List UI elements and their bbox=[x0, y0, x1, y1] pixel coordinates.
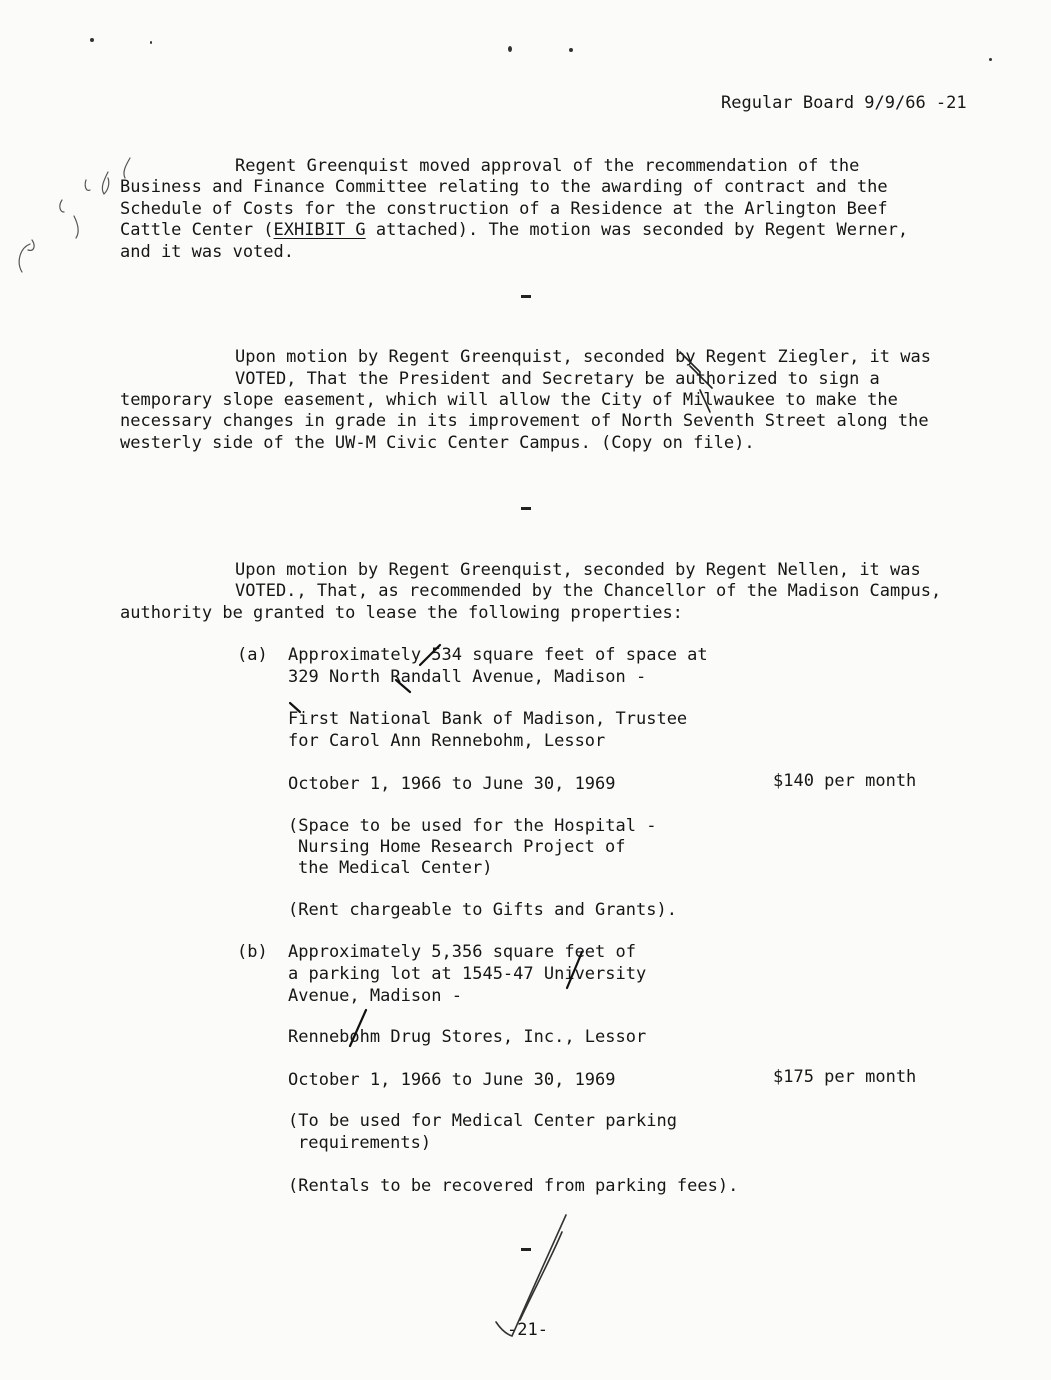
check-mark bbox=[420, 645, 440, 665]
handwritten-scribble bbox=[19, 240, 34, 272]
item-lessor: for Carol Ann Rennebohm, Lessor bbox=[288, 731, 606, 751]
item-description: Approximately 534 square feet of space at bbox=[288, 645, 708, 665]
paragraph-line: authority be granted to lease the following properties: bbox=[120, 603, 683, 623]
handwritten-scribble bbox=[74, 216, 78, 238]
item-label: (a) bbox=[237, 645, 268, 665]
item-term: October 1, 1966 to June 30, 1969 bbox=[288, 774, 616, 794]
item-rent: $140 per month bbox=[773, 771, 917, 791]
item-note: the Medical Center) bbox=[298, 858, 493, 878]
text-segment: attached). The motion was seconded by Regent Werner, bbox=[365, 220, 909, 240]
handwritten-scribble bbox=[102, 172, 108, 194]
handwritten-scribble bbox=[124, 158, 130, 178]
large-check-mark bbox=[496, 1215, 566, 1336]
paragraph-line: Business and Finance Committee relating to the awarding of contract and the bbox=[120, 177, 888, 197]
item-term: October 1, 1966 to June 30, 1969 bbox=[288, 1070, 616, 1090]
item-description: Avenue, Madison - bbox=[288, 986, 462, 1006]
item-rent: $175 per month bbox=[773, 1067, 917, 1087]
paragraph-line: and it was voted. bbox=[120, 242, 294, 262]
item-label: (b) bbox=[237, 942, 268, 962]
item-note: requirements) bbox=[298, 1133, 432, 1153]
paragraph-line: Regent Greenquist moved approval of the recommendation of the bbox=[235, 156, 860, 176]
check-mark bbox=[290, 703, 300, 712]
page-header: Regular Board 9/9/66 -21 bbox=[721, 93, 967, 113]
check-mark bbox=[690, 366, 712, 388]
item-note: (To be used for Medical Center parking bbox=[288, 1111, 677, 1131]
item-charge: (Rent chargeable to Gifts and Grants). bbox=[288, 900, 677, 920]
item-lessor: First National Bank of Madison, Trustee bbox=[288, 709, 688, 729]
handwritten-scribble bbox=[60, 200, 64, 212]
paragraph-line: Schedule of Costs for the construction of a Residence at the Arlington Beef bbox=[120, 199, 888, 219]
item-description: 329 North Randall Avenue, Madison - bbox=[288, 667, 647, 687]
item-note: (Space to be used for the Hospital - bbox=[288, 816, 657, 836]
item-lessor: Rennebohm Drug Stores, Inc., Lessor bbox=[288, 1027, 647, 1047]
check-mark bbox=[350, 1010, 366, 1046]
paragraph-line: VOTED, That the President and Secretary be authorized to sign a bbox=[235, 369, 880, 389]
item-note: Nursing Home Research Project of bbox=[298, 837, 626, 857]
handwritten-scribble bbox=[85, 180, 90, 190]
check-mark bbox=[680, 352, 700, 372]
paragraph-line: VOTED., That, as recommended by the Chancellor of the Madison Campus, bbox=[235, 581, 942, 601]
paragraph-line: Upon motion by Regent Greenquist, seconded by Regent Ziegler, it was bbox=[235, 347, 931, 367]
check-mark bbox=[567, 952, 582, 988]
page-number: -21- bbox=[507, 1320, 548, 1340]
paragraph-line: temporary slope easement, which will allow the City of Milwaukee to make the bbox=[120, 390, 898, 410]
item-description: Approximately 5,356 square feet of bbox=[288, 942, 636, 962]
check-mark bbox=[396, 680, 410, 692]
item-description: a parking lot at 1545-47 University bbox=[288, 964, 647, 984]
item-charge: (Rentals to be recovered from parking fees). bbox=[288, 1176, 739, 1196]
paragraph-line: westerly side of the UW-M Civic Center Campus. (Copy on file). bbox=[120, 433, 755, 453]
paragraph-line: Upon motion by Regent Greenquist, seconded by Regent Nellen, it was bbox=[235, 560, 921, 580]
text-segment: Cattle Center ( bbox=[120, 220, 274, 240]
large-check-mark bbox=[520, 1232, 562, 1320]
paragraph-line: necessary changes in grade in its improvement of North Seventh Street along the bbox=[120, 411, 929, 431]
exhibit-reference: EXHIBIT G bbox=[273, 220, 366, 240]
check-mark bbox=[700, 390, 710, 412]
